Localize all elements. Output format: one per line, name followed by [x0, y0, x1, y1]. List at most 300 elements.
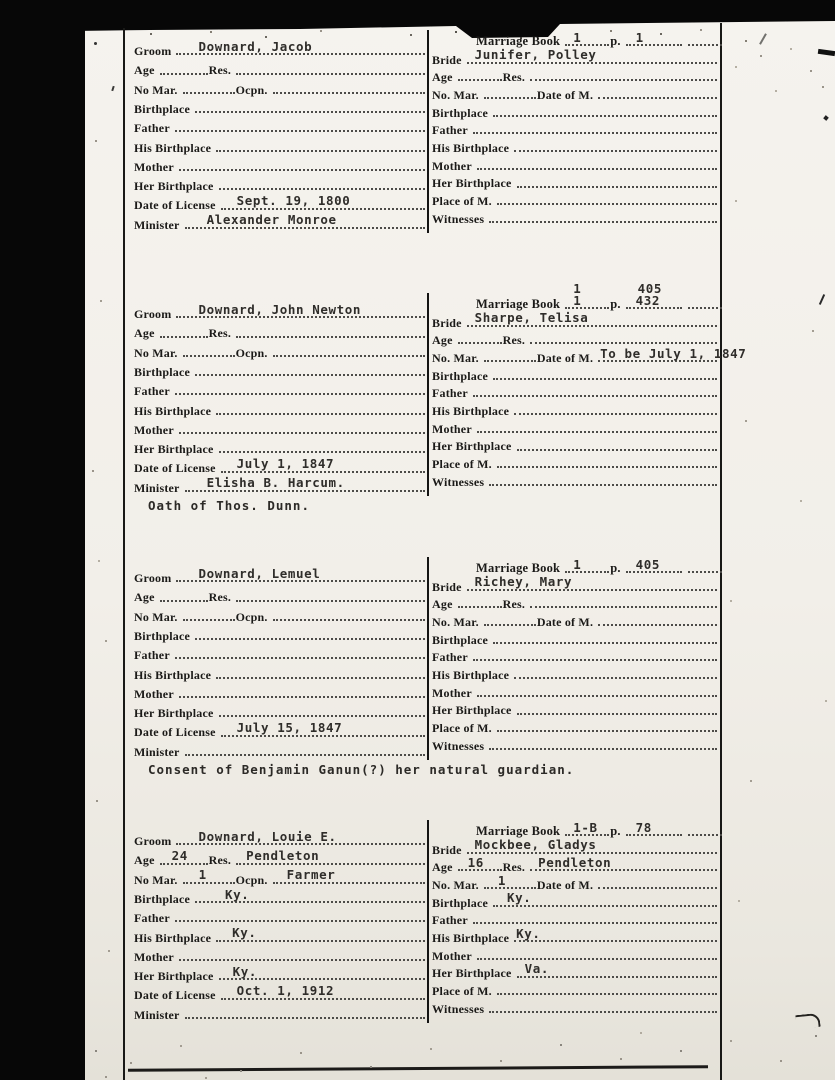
dotted-leader [688, 557, 722, 573]
dotted-leader [219, 701, 425, 717]
father-label: Father [432, 650, 468, 665]
dotted-leader [565, 30, 609, 46]
groom-name-row [134, 39, 426, 58]
groom-label: Groom [134, 571, 172, 586]
dotted-leader [517, 435, 717, 451]
scan-artifact-mark [823, 115, 829, 121]
age-label: Age [432, 597, 453, 612]
dotted-leader [467, 48, 717, 64]
dotted-leader [195, 97, 425, 113]
dotted-leader [236, 849, 425, 865]
dotted-leader [517, 172, 717, 188]
no-mar-label: No. Mar. [432, 614, 479, 629]
bride-column [432, 29, 718, 226]
scan-artifact-speck [94, 42, 97, 45]
dotted-leader [626, 280, 682, 309]
bride-his-birthplace-row [432, 137, 718, 155]
page-number-value: 78 [635, 819, 652, 835]
scan-edge-left [0, 0, 85, 1080]
dotted-leader [493, 891, 717, 907]
bride-witnesses-row [432, 998, 718, 1016]
dotted-leader [497, 189, 717, 205]
groom-name-value: Downard, Jacob [198, 38, 313, 54]
groom-her-birthplace-row [134, 964, 426, 983]
ocpn-label: Ocpn. [235, 345, 268, 360]
bride-column [432, 280, 747, 489]
dotted-leader [565, 820, 609, 836]
bride-name-value: Mockbee, Gladys [474, 837, 597, 853]
dotted-leader [477, 681, 717, 697]
groom-label: Groom [134, 307, 172, 322]
page-label: p. [610, 297, 621, 312]
groom-label: Groom [134, 834, 172, 849]
dotted-leader [219, 174, 425, 190]
bride-nomar-value: 1 [497, 872, 506, 888]
groom-mother-row [134, 155, 426, 174]
bride-witnesses-row [432, 471, 718, 489]
no-mar-label: No Mar. [134, 872, 178, 887]
her-birthplace-label: Her Birthplace [432, 176, 512, 191]
groom-father-row [134, 906, 426, 925]
dotted-leader [598, 610, 717, 626]
dotted-leader [183, 341, 235, 357]
place-of-m-label: Place of M. [432, 984, 492, 998]
dotted-leader [598, 83, 717, 99]
mother-label: Mother [134, 422, 174, 437]
groom-mother-row [134, 418, 426, 437]
his-birthplace-label: His Birthplace [134, 667, 212, 682]
witnesses-label: Witnesses [432, 211, 485, 226]
mother-label: Mother [134, 949, 174, 964]
dotted-leader [517, 962, 717, 978]
groom-column [134, 39, 426, 232]
age-label: Age [134, 590, 155, 605]
groom-her-birthplace-row [134, 701, 426, 720]
dotted-leader [598, 345, 747, 362]
birthplace-label: Birthplace [432, 368, 488, 383]
dotted-leader [273, 341, 425, 357]
bride-datem-value: To be July 1, 1847 [600, 345, 747, 361]
dotted-leader [273, 605, 425, 621]
groom-name-row [134, 829, 426, 848]
groom-license-value: Sept. 19, 1800 [236, 193, 351, 209]
father-label: Father [134, 121, 170, 136]
no-mar-label: No Mar. [134, 82, 178, 97]
his-birthplace-label: His Birthplace [432, 403, 510, 418]
date-of-m-label: Date of M. [536, 877, 594, 892]
her-birthplace-label: Her Birthplace [134, 442, 214, 457]
groom-minister-row [134, 213, 426, 232]
father-label: Father [134, 911, 170, 926]
no-mar-label: No. Mar. [432, 877, 479, 892]
date-of-m-label: Date of M. [536, 350, 594, 365]
marriage-book-label: Marriage Book [476, 34, 561, 49]
bride-witnesses-row [432, 735, 718, 753]
scan-artifact-hook [795, 1013, 820, 1029]
no-mar-label: No Mar. [134, 345, 178, 360]
dotted-leader [467, 311, 717, 327]
her-birthplace-label: Her Birthplace [432, 439, 512, 454]
groom-father-row [134, 643, 426, 662]
bride-name-row [432, 49, 718, 67]
groom-birthplace-row [134, 360, 426, 379]
dotted-leader [458, 328, 502, 344]
dotted-leader [530, 328, 717, 344]
no-mar-label: No. Mar. [432, 350, 479, 365]
dotted-leader [216, 399, 425, 415]
dotted-leader [273, 868, 425, 884]
witnesses-label: Witnesses [432, 474, 485, 489]
page-label: p. [610, 561, 621, 576]
bride-label: Bride [432, 579, 462, 594]
groom-column [134, 302, 426, 495]
page-border-left [123, 28, 125, 1080]
dotted-leader [160, 586, 208, 602]
bride-his-birthplace-row [432, 400, 718, 418]
witnesses-label: Witnesses [432, 1001, 485, 1016]
dotted-leader [179, 682, 425, 698]
bride-place-of-m-row [432, 718, 718, 736]
dotted-leader [236, 59, 425, 75]
groom-column [134, 829, 426, 1022]
her-birthplace-label: Her Birthplace [432, 966, 512, 981]
minister-label: Minister [134, 1007, 180, 1022]
marriage-record [130, 556, 718, 777]
dotted-leader [185, 213, 425, 229]
dotted-leader [467, 838, 717, 854]
groom-column [134, 566, 426, 759]
groom-ocpn-value: Farmer [286, 867, 336, 883]
dotted-leader [221, 194, 425, 210]
groom-age-value: 24 [171, 848, 188, 864]
bride-her-birthplace-value: Va. [524, 961, 549, 976]
groom-his-birthplace-row [134, 925, 426, 944]
res-label: Res. [208, 63, 232, 78]
groom-age-res-row [134, 58, 426, 77]
dotted-leader [176, 39, 425, 55]
groom-birthplace-row [134, 887, 426, 906]
no-mar-label: No. Mar. [432, 87, 479, 102]
groom-nomar-ocpn-row [134, 868, 426, 887]
bride-age-res-row [432, 67, 718, 85]
bride-name-row [432, 576, 718, 594]
his-birthplace-label: His Birthplace [432, 667, 510, 682]
dotted-leader [221, 721, 425, 737]
bride-place-of-m-row [432, 981, 718, 999]
age-label: Age [432, 70, 453, 85]
dotted-leader [514, 136, 717, 152]
groom-nomar-ocpn-row [134, 78, 426, 97]
dotted-leader [236, 322, 425, 338]
bride-label: Bride [432, 842, 462, 857]
bride-birthplace-row [432, 102, 718, 120]
dotted-leader [626, 820, 682, 836]
mother-label: Mother [432, 948, 472, 963]
dotted-leader [219, 964, 425, 980]
his-birthplace-label: His Birthplace [134, 403, 212, 418]
dotted-leader [473, 381, 717, 397]
dotted-leader [598, 873, 717, 889]
res-label: Res. [502, 70, 526, 85]
column-divider [427, 30, 429, 233]
groom-nomar-value: 1 [198, 867, 207, 883]
dotted-leader [183, 78, 235, 94]
witnesses-label: Witnesses [432, 738, 485, 753]
groom-his-birthplace-row [134, 662, 426, 681]
no-mar-label: No Mar. [134, 609, 178, 624]
dotted-leader [497, 979, 717, 995]
groom-res-value: Pendleton [246, 848, 320, 864]
groom-age-res-row [134, 321, 426, 340]
groom-father-row [134, 116, 426, 135]
dotted-leader [530, 65, 717, 81]
birthplace-label: Birthplace [134, 102, 190, 116]
page-number-alt-value: 405 [637, 280, 663, 296]
groom-birthplace-row [134, 97, 426, 116]
bride-father-row [432, 120, 718, 138]
groom-his-birthplace-value: Ky. [232, 925, 257, 941]
page-label: p. [610, 34, 621, 49]
record-note: Oath of Thos. Dunn. [148, 498, 310, 513]
bride-place-of-m-row [432, 191, 718, 209]
bride-mother-row [432, 155, 718, 173]
dotted-leader [484, 873, 536, 889]
dotted-leader [565, 280, 609, 309]
dotted-leader [626, 30, 682, 46]
column-divider [427, 820, 429, 1023]
res-label: Res. [208, 590, 232, 605]
dotted-leader [514, 663, 717, 679]
groom-name-value: Downard, Louie E. [198, 828, 337, 844]
mother-label: Mother [432, 685, 472, 700]
date-of-license-label: Date of License [134, 725, 216, 740]
bride-mother-row [432, 682, 718, 700]
dotted-leader [160, 849, 208, 865]
scan-artifact-dash [818, 49, 835, 56]
groom-license-value: July 15, 1847 [236, 720, 343, 736]
groom-minister-row [134, 1003, 426, 1022]
dotted-leader [175, 116, 425, 132]
dotted-leader [514, 926, 717, 942]
groom-minister-row [134, 740, 426, 759]
dotted-leader [497, 716, 717, 732]
dotted-leader [493, 101, 717, 117]
groom-minister-row [134, 476, 426, 495]
res-label: Res. [502, 860, 526, 875]
groom-name-value: Downard, John Newton [198, 301, 361, 317]
marriage-book-label: Marriage Book [476, 824, 561, 839]
dotted-leader [175, 379, 425, 395]
groom-name-value: Downard, Lemuel [198, 565, 321, 581]
father-label: Father [432, 913, 468, 928]
ocpn-label: Ocpn. [235, 82, 268, 97]
age-label: Age [432, 860, 453, 875]
minister-label: Minister [134, 480, 180, 495]
dotted-leader [183, 605, 235, 621]
groom-minister-value: Elisha B. Harcum. [206, 475, 345, 491]
book-number-alt-value: 1 [573, 280, 582, 296]
bride-father-row [432, 383, 718, 401]
bride-birthplace-row [432, 629, 718, 647]
dotted-leader [195, 360, 425, 376]
bride-name-value: Richey, Mary [474, 574, 573, 590]
dotted-leader [688, 30, 722, 46]
book-number-value: 1 [573, 292, 582, 308]
bride-age-res-row [432, 330, 718, 348]
dotted-leader [489, 207, 717, 223]
scan-artifact-comma [111, 86, 114, 91]
dotted-leader [458, 592, 502, 608]
page-label: p. [610, 824, 621, 839]
res-label: Res. [502, 333, 526, 348]
bride-name-row [432, 312, 718, 330]
groom-her-birthplace-row [134, 437, 426, 456]
date-of-m-label: Date of M. [536, 87, 594, 102]
age-label: Age [134, 326, 155, 341]
birthplace-label: Birthplace [432, 632, 488, 647]
dotted-leader [484, 610, 536, 626]
bride-her-birthplace-row [432, 173, 718, 191]
dotted-leader [484, 346, 536, 362]
dotted-leader [219, 437, 425, 453]
dotted-leader [175, 643, 425, 659]
groom-her-birthplace-row [134, 174, 426, 193]
dotted-leader [489, 470, 717, 486]
dotted-leader [176, 829, 425, 845]
dotted-leader [221, 457, 425, 473]
dotted-leader [477, 417, 717, 433]
bride-birthplace-row [432, 365, 718, 383]
date-of-license-label: Date of License [134, 988, 216, 1003]
father-label: Father [134, 384, 170, 399]
dotted-leader [626, 557, 682, 573]
bride-her-birthplace-row [432, 700, 718, 718]
dotted-leader [195, 624, 425, 640]
page-number-value: 1 [635, 29, 644, 45]
bride-his-birthplace-value: Ky. [516, 925, 541, 941]
dotted-leader [221, 984, 425, 1000]
groom-her-birthplace-value: Ky. [232, 963, 257, 979]
age-label: Age [432, 333, 453, 348]
book-number-value: 1-B [573, 819, 598, 835]
dotted-leader [273, 78, 425, 94]
bride-father-row [432, 910, 718, 928]
her-birthplace-label: Her Birthplace [134, 969, 214, 984]
page-number-value: 405 [635, 556, 661, 572]
dotted-leader [236, 586, 425, 602]
birthplace-label: Birthplace [432, 105, 488, 120]
groom-mother-row [134, 682, 426, 701]
age-label: Age [134, 63, 155, 78]
dotted-leader [176, 302, 425, 318]
groom-license-row [134, 720, 426, 739]
res-label: Res. [208, 853, 232, 868]
dotted-leader [216, 136, 425, 152]
bride-column [432, 556, 718, 753]
bride-her-birthplace-row [432, 436, 718, 454]
dotted-leader [179, 945, 425, 961]
father-label: Father [432, 123, 468, 138]
dotted-leader [160, 59, 208, 75]
page-bottom-rule [128, 1065, 708, 1071]
dotted-leader [477, 154, 717, 170]
his-birthplace-label: His Birthplace [432, 140, 510, 155]
her-birthplace-label: Her Birthplace [134, 706, 214, 721]
bride-witnesses-row [432, 208, 718, 226]
ocpn-label: Ocpn. [235, 872, 268, 887]
his-birthplace-label: His Birthplace [134, 930, 212, 945]
birthplace-label: Birthplace [134, 892, 190, 906]
groom-label: Groom [134, 44, 172, 59]
groom-nomar-ocpn-row [134, 341, 426, 360]
dotted-leader [185, 740, 425, 756]
bride-his-birthplace-row [432, 927, 718, 945]
father-label: Father [134, 648, 170, 663]
bride-place-of-m-row [432, 454, 718, 472]
bride-age-res-row [432, 594, 718, 612]
age-label: Age [134, 853, 155, 868]
groom-name-row [134, 302, 426, 321]
groom-his-birthplace-row [134, 135, 426, 154]
bride-age-value: 16 [467, 854, 484, 870]
dotted-leader [160, 322, 208, 338]
groom-license-value: Oct. 1, 1912 [236, 983, 335, 999]
groom-birthplace-row [134, 624, 426, 643]
scan-artifact-tick [759, 33, 767, 44]
dotted-leader [216, 663, 425, 679]
date-of-license-label: Date of License [134, 198, 216, 213]
place-of-m-label: Place of M. [432, 194, 492, 208]
dotted-leader [176, 566, 425, 582]
dotted-leader [497, 452, 717, 468]
bride-label: Bride [432, 52, 462, 67]
marriage-record [130, 280, 747, 513]
groom-age-res-row [134, 585, 426, 604]
groom-license-row [134, 983, 426, 1002]
dotted-leader [473, 908, 717, 924]
ocpn-label: Ocpn. [235, 609, 268, 624]
birthplace-label: Birthplace [134, 629, 190, 643]
dotted-leader [484, 83, 536, 99]
dotted-leader [185, 1003, 425, 1019]
dotted-leader [467, 575, 717, 591]
bride-birthplace-row [432, 892, 718, 910]
birthplace-label: Birthplace [432, 895, 488, 910]
marriage-record [130, 29, 718, 249]
column-divider [427, 293, 429, 496]
bride-age-res-row [432, 854, 718, 875]
dotted-leader [179, 418, 425, 434]
dotted-leader [688, 820, 722, 836]
dotted-leader [458, 855, 502, 871]
dotted-leader [493, 628, 717, 644]
bride-nomar-datem-row [432, 84, 718, 102]
dotted-leader [473, 645, 717, 661]
record-note: Consent of Benjamin Ganun(?) her natural guardian. [148, 762, 575, 777]
bride-label: Bride [432, 315, 462, 330]
page-number-value: 432 [635, 292, 661, 308]
bride-nomar-datem-row [432, 345, 747, 365]
groom-mother-row [134, 945, 426, 964]
groom-age-res-row [134, 848, 426, 867]
dotted-leader [477, 944, 717, 960]
groom-license-row [134, 193, 426, 212]
minister-label: Minister [134, 217, 180, 232]
groom-nomar-ocpn-row [134, 605, 426, 624]
bride-her-birthplace-row [432, 963, 718, 981]
mother-label: Mother [432, 158, 472, 173]
groom-license-value: July 1, 1847 [236, 456, 335, 472]
